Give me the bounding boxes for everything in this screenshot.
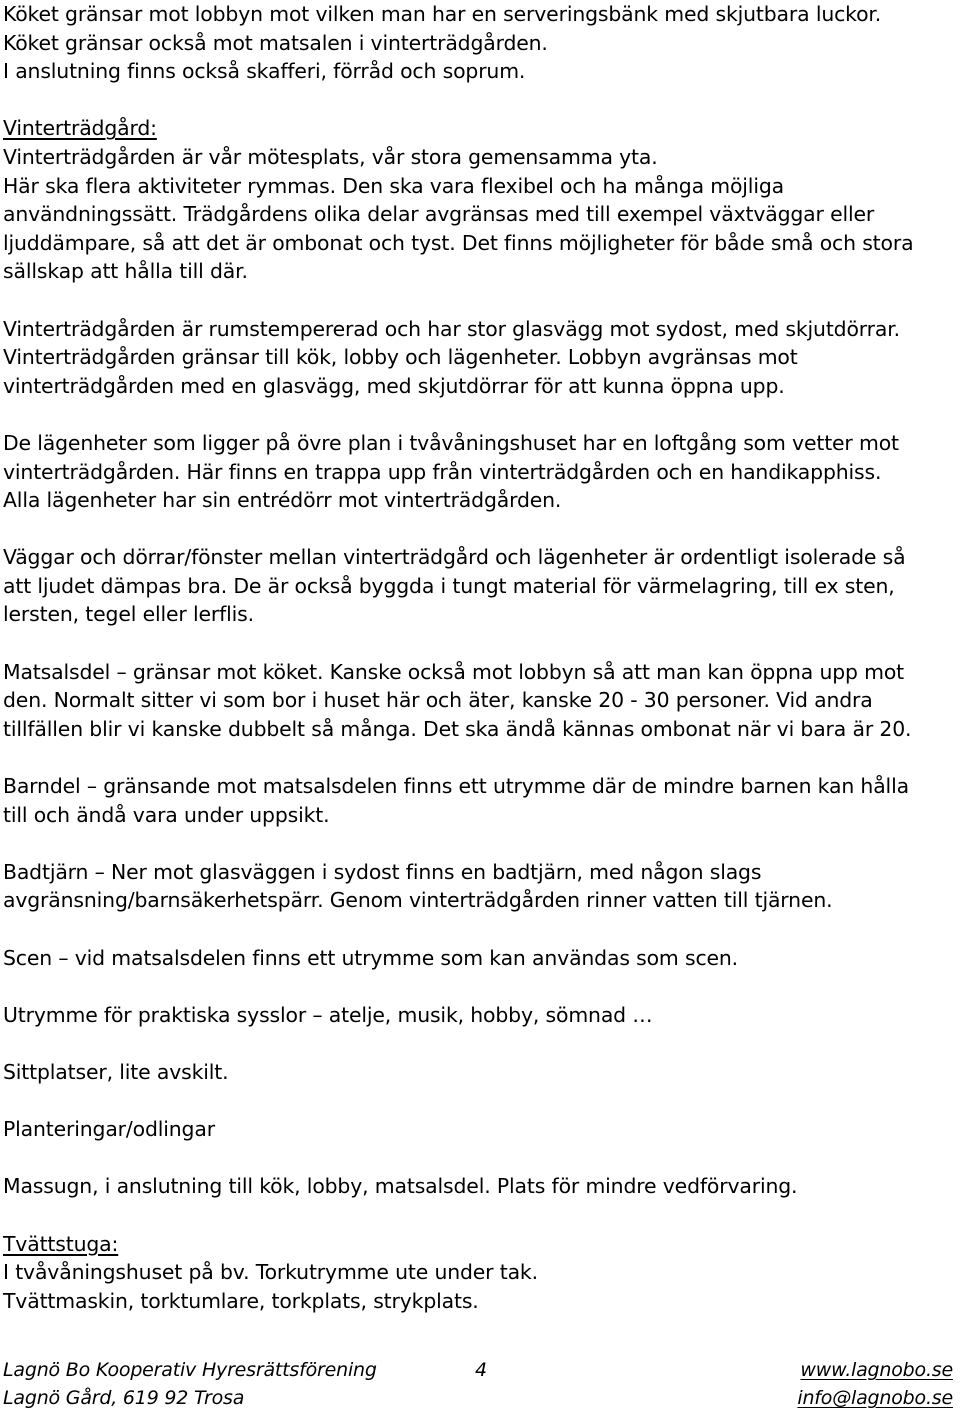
paragraph-line: den. Normalt sitter vi som bor i huset här och äter, kanske 20 - 30 personer. Vid andra	[3, 688, 873, 713]
pond-paragraph	[3, 858, 953, 915]
paragraph-line: Vinterträdgården är vår mötesplats, vår stora gemensamma yta.	[3, 144, 658, 169]
plantings-paragraph: Planteringar/odlingar	[3, 1117, 215, 1142]
paragraph-line: De lägenheter som ligger på övre plan i tvåvåningshuset har en loftgång som vetter mot	[3, 430, 899, 455]
paragraph-line: sällskap att hålla till där.	[3, 259, 248, 284]
workspace-paragraph: Utrymme för praktiska sysslor – atelje, musik, hobby, sömnad …	[3, 1002, 653, 1027]
paragraph-line: tillfällen blir vi kanske dubbelt så många. Det ska ändå kännas ombonat när vi bara är 20.	[3, 716, 912, 741]
document-body	[3, 0, 953, 1315]
paragraph-line: användningssätt. Trädgårdens olika delar avgränsas med till exempel växtväggar eller	[3, 202, 875, 227]
paragraph-line: I anslutning finns också skafferi, förråd och soprum.	[3, 59, 526, 84]
paragraph-line: vinterträdgården med en glasvägg, med skjutdörrar för att kunna öppna upp.	[3, 373, 785, 398]
dining-paragraph	[3, 658, 953, 744]
winter-garden-heading: Vinterträdgård:	[3, 116, 157, 141]
kitchen-paragraph	[3, 0, 953, 86]
paragraph-line: I tvåvåningshuset på bv. Torkutrymme ute under tak.	[3, 1260, 538, 1285]
paragraph-line: Alla lägenheter har sin entrédörr mot vinterträdgården.	[3, 488, 562, 513]
laundry-paragraph	[3, 1258, 953, 1315]
paragraph-line: avgränsning/barnsäkerhetspärr. Genom vinterträdgården rinner vatten till tjärnen.	[3, 888, 833, 913]
apartments-paragraph	[3, 429, 953, 515]
walls-paragraph	[3, 543, 953, 629]
page-number: 4	[475, 1359, 487, 1381]
page-footer	[3, 1356, 953, 1412]
laundry-heading: Tvättstuga:	[3, 1231, 119, 1256]
winter-garden-paragraph	[3, 143, 953, 286]
paragraph-line: Vinterträdgården är rumstempererad och har stor glasvägg mot sydost, med skjutdörrar.	[3, 316, 900, 341]
paragraph-line: Köket gränsar mot lobbyn mot vilken man har en serveringsbänk med skjutbara luckor.	[3, 2, 882, 26]
paragraph-line: Badtjärn – Ner mot glasväggen i sydost finns en badtjärn, med någon slags	[3, 859, 762, 884]
paragraph-line: Här ska flera aktiviteter rymmas. Den ska vara flexibel och ha många möjliga	[3, 173, 784, 198]
paragraph-line: Vinterträdgården gränsar till kök, lobby och lägenheter. Lobbyn avgränsas mot	[3, 345, 798, 370]
paragraph-line: Tvättmaskin, torktumlare, torkplats, strykplats.	[3, 1288, 479, 1313]
children-paragraph	[3, 772, 953, 829]
paragraph-line: till och ändå vara under uppsikt.	[3, 802, 330, 827]
footer-address: Lagnö Gård, 619 92 Trosa	[3, 1387, 245, 1409]
paragraph-line: Köket gränsar också mot matsalen i vinterträdgården.	[3, 30, 548, 55]
oven-paragraph: Massugn, i anslutning till kök, lobby, matsalsdel. Plats för mindre vedförvaring.	[3, 1174, 798, 1199]
paragraph-line: vinterträdgården. Här finns en trappa upp från vinterträdgården och en handikapphiss.	[3, 459, 882, 484]
paragraph-line: Barndel – gränsande mot matsalsdelen finns ett utrymme där de mindre barnen kan hålla	[3, 774, 909, 799]
temperature-paragraph	[3, 315, 953, 401]
stage-paragraph: Scen – vid matsalsdelen finns ett utrymme som kan användas som scen.	[3, 945, 739, 970]
paragraph-line: lersten, tegel eller lerflis.	[3, 602, 254, 627]
paragraph-line: Väggar och dörrar/fönster mellan vinterträdgård och lägenheter är ordentligt isolerade så	[3, 545, 906, 570]
footer-org-name: Lagnö Bo Kooperativ Hyresrättsförening	[3, 1359, 377, 1381]
website-link[interactable]: www.lagnobo.se	[800, 1359, 953, 1381]
paragraph-line: att ljudet dämpas bra. De är också byggda i tungt material för värmelagring, till ex sten,	[3, 573, 895, 598]
paragraph-line: Matsalsdel – gränsar mot köket. Kanske också mot lobbyn så att man kan öppna upp mot	[3, 659, 905, 684]
seating-paragraph: Sittplatser, lite avskilt.	[3, 1059, 229, 1084]
paragraph-line: ljuddämpare, så att det är ombonat och tyst. Det finns möjligheter för både små och stora	[3, 230, 914, 255]
email-link[interactable]: info@lagnobo.se	[797, 1387, 953, 1409]
